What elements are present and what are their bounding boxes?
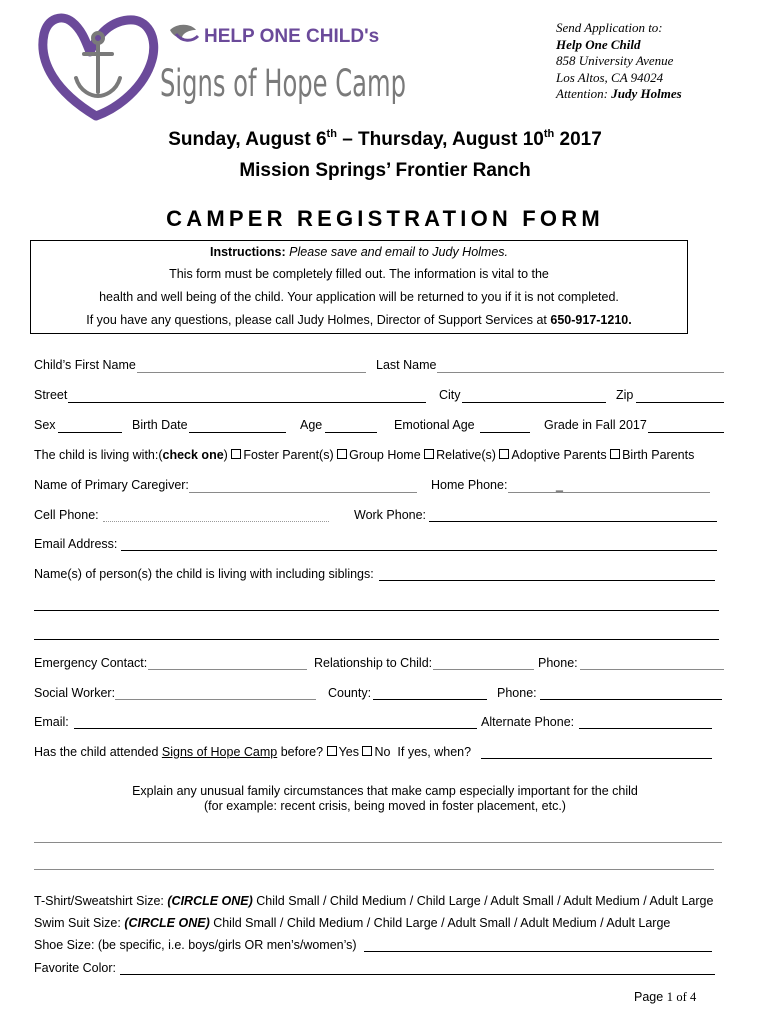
logo-title: HELP ONE CHILD's [204,26,380,47]
social-worker-field[interactable] [115,699,316,700]
shoe-size-label: Shoe Size: (be specific, i.e. boys/girls OR men’s/women’s) [34,938,357,952]
heart-anchor-logo [36,12,416,130]
birth-date-label: Birth Date [132,418,188,432]
explain-line1: Explain any unusual family circumstances that make camp especially important for the child [132,784,638,798]
tshirt-size-row [34,894,713,908]
grade-field[interactable] [648,432,724,433]
living-with-names-line3[interactable] [34,639,719,640]
home-phone-value: _ [556,478,563,492]
living-with-names-label: Name(s) of person(s) the child is living with including siblings: [34,567,374,581]
favorite-color-field[interactable] [120,974,715,975]
attended-yes-option[interactable] [327,745,359,759]
living-option-label: Foster Parent(s) [243,448,334,462]
relationship-field[interactable] [433,669,534,670]
instructions-line1 [31,245,687,259]
attended-prefix: Has the child attended [34,745,162,759]
date-end: – Thursday, August 10 [336,129,544,150]
zip-field[interactable] [636,402,724,403]
emergency-phone-label: Phone: [538,656,578,670]
primary-caregiver-field[interactable] [189,492,417,493]
instructions-label: Instructions: [209,245,286,259]
page-number [634,990,696,1005]
street-field[interactable] [68,402,426,403]
explain-field-line1[interactable] [34,842,722,843]
home-phone-field[interactable] [508,492,710,493]
checkbox-icon[interactable] [231,449,241,459]
swim-size-options[interactable]: Child Small / Child Medium / Child Large / Adult Small / Adult Medium / Adult Large [209,916,671,930]
email-label: Email: [34,715,69,729]
social-worker-phone-field[interactable] [540,699,722,700]
zip-label: Zip [616,388,634,402]
send-to-label: Send Application to: [556,20,663,35]
instructions-box [30,240,688,334]
living-with-names-line2[interactable] [34,610,719,611]
camp-location: Mission Springs’ Frontier Ranch [239,160,531,181]
living-with-names-field[interactable] [379,580,715,581]
logo-subtitle: Signs of Hope Camp [160,62,406,105]
swim-size-label: Swim Suit Size: [34,916,125,930]
instructions-line3: health and well being of the child. Your application will be returned to you if it is not completed. [99,290,619,304]
check-one-label: check one [162,448,224,462]
yes-label: Yes [338,745,359,759]
living-with-row [34,448,694,462]
send-to-city: Los Altos, CA 94024 [556,69,664,85]
emergency-contact-field[interactable] [148,669,307,670]
home-phone-label: Home Phone: [431,478,508,492]
attention-name: Judy Holmes [611,86,682,101]
shoe-size-field[interactable] [364,951,712,952]
tshirt-size-options[interactable]: Child Small / Child Medium / Child Large / Adult Small / Adult Medium / Adult Large [252,894,714,908]
first-name-field[interactable] [137,372,366,373]
camp-dates [0,128,770,151]
email-field[interactable] [74,728,477,729]
form-title: CAMPER REGISTRATION FORM [166,206,604,231]
living-with-close: ) [223,448,228,462]
checkbox-icon[interactable] [337,449,347,459]
work-phone-label: Work Phone: [354,508,427,522]
instructions-line4 [31,313,687,327]
attended-camp-name: Signs of Hope Camp [161,745,278,759]
swim-size-row [34,916,670,930]
living-option-relative[interactable] [424,448,496,462]
street-label: Street [34,388,68,402]
favorite-color-label: Favorite Color: [34,961,116,975]
attention-label: Attention: [556,86,608,101]
circle-one-label: (CIRCLE ONE) [167,894,253,908]
living-option-foster[interactable] [231,448,333,462]
camp-logo [36,12,416,130]
alternate-phone-field[interactable] [579,728,712,729]
city-label: City [439,388,461,402]
date-start-sup: th [326,128,337,140]
county-label: County: [328,686,372,700]
no-label: No [374,745,391,759]
county-field[interactable] [373,699,487,700]
send-application-address [556,20,682,103]
living-option-birth[interactable] [610,448,694,462]
living-option-label: Relative(s) [436,448,496,462]
checkbox-icon[interactable] [499,449,509,459]
first-name-label: Child’s First Name [34,358,136,372]
age-label: Age [300,418,323,432]
checkbox-icon[interactable] [362,746,372,756]
page-total: of 4 [676,990,697,1004]
instructions-line2: This form must be completely filled out. The information is vital to the [169,267,549,281]
sex-field[interactable] [58,432,122,433]
attended-suffix: before? [277,745,324,759]
explain-line2: (for example: recent crisis, being moved in foster placement, etc.) [204,799,566,813]
email-address-label: Email Address: [34,537,118,551]
last-name-label: Last Name [376,358,437,372]
sex-label: Sex [34,418,56,432]
grade-label: Grade in Fall 2017 [544,418,647,432]
checkbox-icon[interactable] [327,746,337,756]
living-option-label: Birth Parents [622,448,695,462]
social-worker-label: Social Worker: [34,686,116,700]
emotional-age-field[interactable] [480,432,530,433]
relationship-label: Relationship to Child: [314,656,433,670]
birth-date-field[interactable] [189,432,286,433]
checkbox-icon[interactable] [610,449,620,459]
instructions-contact: If you have any questions, please call Judy Holmes, Director of Support Services at [86,313,551,327]
if-yes-label: If yes, when? [397,745,472,759]
date-start: Sunday, August 6 [168,129,327,150]
send-to-org: Help One Child [556,36,641,52]
work-phone-field[interactable] [429,521,717,522]
emotional-age-label: Emotional Age [394,418,475,432]
emergency-contact-label: Emergency Contact: [34,656,148,670]
page-word: Page [634,990,664,1004]
last-name-field[interactable] [437,372,724,373]
email-address-field[interactable] [121,550,717,551]
attended-before-row [34,745,471,759]
emergency-phone-field[interactable] [580,669,724,670]
primary-caregiver-label: Name of Primary Caregiver: [34,478,189,492]
circle-one-label: (CIRCLE ONE) [124,916,210,930]
alternate-phone-label: Alternate Phone: [481,715,575,729]
date-year: 2017 [554,129,602,150]
living-option-adoptive[interactable] [499,448,606,462]
cell-phone-field[interactable] [103,521,329,522]
page-current: 1 [666,990,673,1004]
instructions-phone: 650-917-1210. [550,313,632,327]
tshirt-size-label: T-Shirt/Sweatshirt Size: [34,894,168,908]
date-end-sup: th [543,128,555,140]
send-to-street: 858 University Avenue [556,53,674,68]
instructions-save-note: Please save and email to Judy Holmes. [289,245,509,259]
social-worker-phone-label: Phone: [497,686,537,700]
explain-field-line2[interactable] [34,869,714,870]
living-with-label: The child is living with:( [34,448,163,462]
attended-no-option[interactable] [362,745,390,759]
checkbox-icon[interactable] [424,449,434,459]
living-option-label: Adoptive Parents [511,448,607,462]
age-field[interactable] [325,432,377,433]
city-field[interactable] [462,402,606,403]
send-to-attention [556,86,682,103]
dove-icon [170,25,198,41]
attended-when-field[interactable] [481,758,712,759]
cell-phone-label: Cell Phone: [34,508,99,522]
living-option-label: Group Home [349,448,421,462]
living-option-group-home[interactable] [337,448,421,462]
